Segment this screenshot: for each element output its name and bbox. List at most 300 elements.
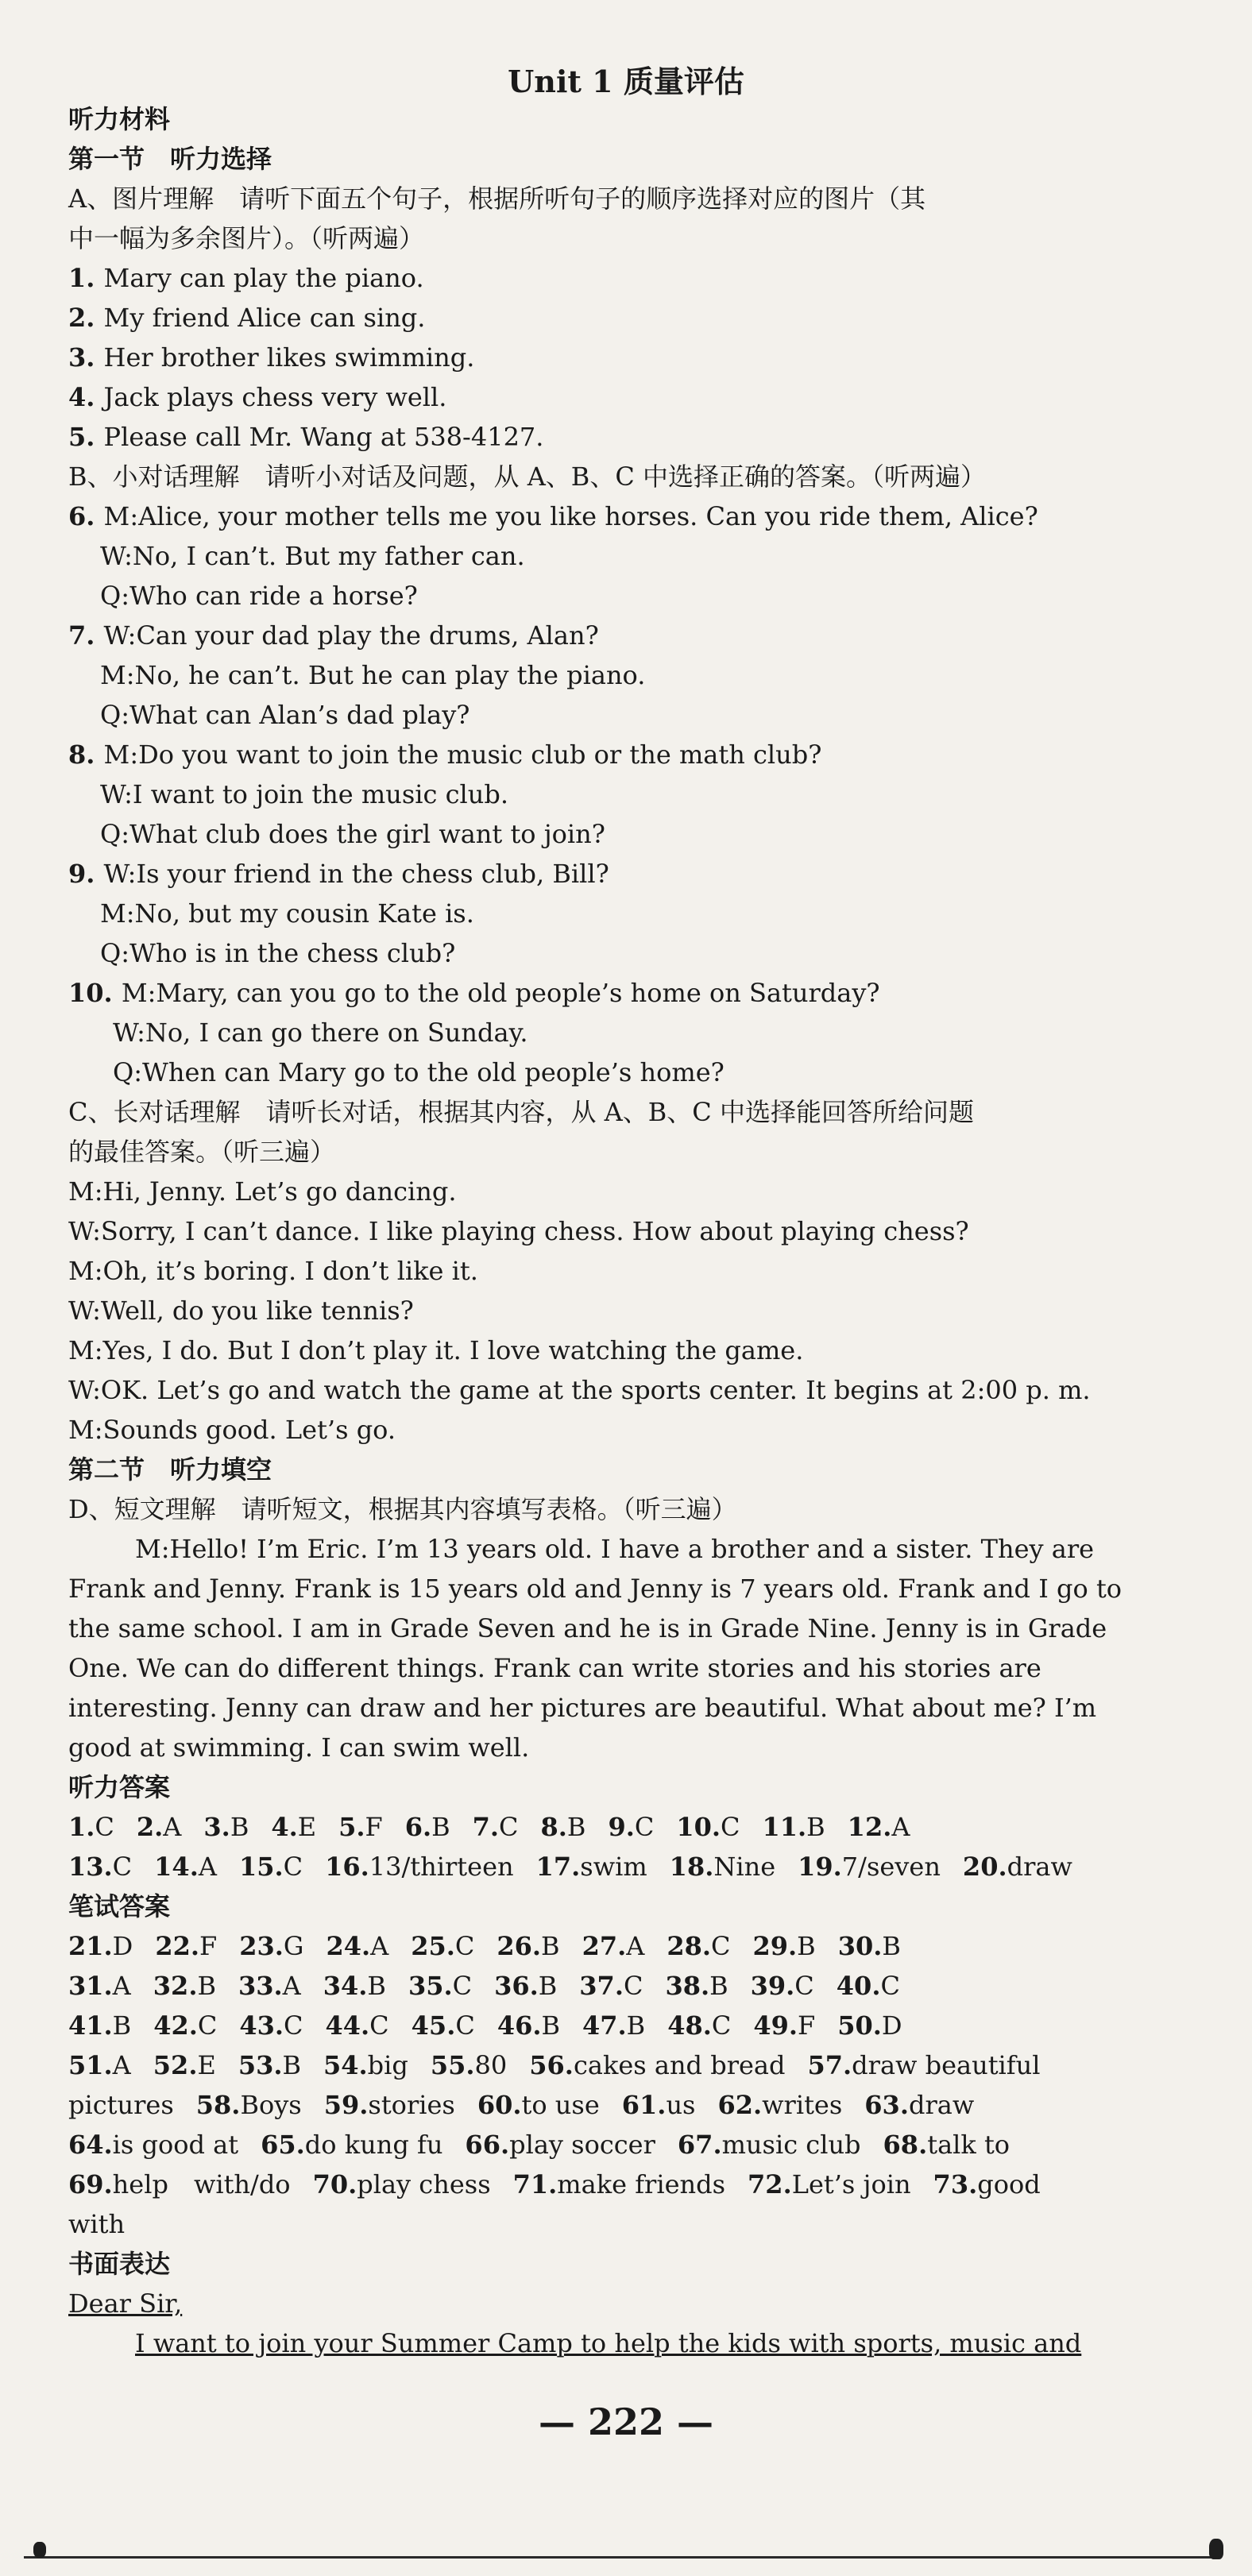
- answer-item: [798, 1852, 941, 1882]
- answer-item: [68, 2090, 174, 2120]
- item-number: 4: [68, 382, 87, 412]
- scan-mark-right: [1209, 2539, 1223, 2559]
- answer-value: music club: [721, 2130, 861, 2160]
- answer-item: [153, 1971, 216, 2001]
- listening-answers-row-2: [68, 1849, 1072, 1884]
- answer-item: [408, 1971, 472, 2001]
- answer-value: talk to: [927, 2130, 1010, 2160]
- answer-number: 71.: [512, 2169, 558, 2199]
- answer-number: 38.: [665, 1971, 710, 2001]
- answer-item: [68, 2209, 125, 2239]
- answer-value: A: [198, 1852, 217, 1882]
- answer-value: B: [230, 1812, 249, 1842]
- answer-number: 49.: [753, 2010, 798, 2041]
- answer-number: 32.: [153, 1971, 198, 2001]
- item-number: 3: [68, 342, 87, 373]
- answer-item: [848, 1812, 910, 1842]
- dialog-question: Q:What club does the girl want to join?: [100, 819, 605, 849]
- answer-number: 15.: [238, 1852, 284, 1882]
- answer-value: C: [794, 1971, 814, 2001]
- answer-number: 47.: [582, 2010, 627, 2041]
- answer-value: C: [197, 2010, 218, 2041]
- dialog-line: 10. M:Mary, can you go to the old people’s home on Saturday?: [68, 978, 880, 1008]
- dialog-question: Q:Who is in the chess club?: [100, 938, 456, 968]
- answer-number: 65.: [261, 2130, 305, 2160]
- answer-value: A: [163, 1812, 182, 1842]
- dialog-line: 6. M:Alice, your mother tells me you like horses. Can you ride them, Alice?: [68, 501, 1038, 531]
- answer-item: [68, 2010, 131, 2041]
- answer-item: [68, 2050, 131, 2080]
- answer-item: [325, 1852, 514, 1882]
- answer-number: 44.: [325, 2010, 370, 2041]
- answer-number: 63.: [864, 2090, 909, 2120]
- answer-value: A: [370, 1931, 389, 1961]
- answer-number: 66.: [465, 2130, 510, 2160]
- answer-value: is good at: [112, 2130, 239, 2160]
- answer-value: C: [369, 2010, 389, 2041]
- answer-value: C: [454, 1931, 475, 1961]
- answer-item: [622, 2090, 696, 2120]
- answer-number: 12.: [847, 1812, 892, 1842]
- answer-number: 39.: [750, 1971, 795, 2001]
- answer-value: 80: [474, 2050, 508, 2080]
- answer-value: do kung fu: [304, 2130, 443, 2160]
- passage-line: interesting. Jenny can draw and her pictures are beautiful. What about me? I’m: [68, 1693, 1097, 1723]
- answer-number: 72.: [748, 2169, 792, 2199]
- long-dialog-line: W:Sorry, I can’t dance. I like playing chess. How about playing chess?: [68, 1216, 969, 1246]
- answer-value: B: [882, 1931, 901, 1961]
- written-answers-row-8: [68, 2207, 125, 2242]
- answer-value: C: [284, 2010, 303, 2041]
- letter-line: I want to join your Summer Camp to help the kids with sports, music and: [135, 2328, 1082, 2358]
- answer-item: [748, 2169, 911, 2199]
- answer-number: 53.: [238, 2050, 283, 2080]
- answer-item: [667, 2010, 731, 2041]
- answer-number: 18.: [669, 1852, 714, 1882]
- listening-answers-row-1: [68, 1809, 910, 1844]
- answer-number: 51.: [68, 2050, 113, 2080]
- written-answers-row-2: [68, 1968, 900, 2003]
- passage-line: Frank and Jenny. Frank is 15 years old and Jenny is 7 years old. Frank and I go to: [68, 1574, 1123, 1604]
- long-dialog-line: W:Well, do you like tennis?: [68, 1296, 414, 1326]
- dialog-line: W:No, I can’t. But my father can.: [100, 541, 525, 571]
- answer-item: [582, 2010, 645, 2041]
- answer-value: C: [112, 1852, 133, 1882]
- answer-number: 14.: [154, 1852, 199, 1882]
- written-answers-row-3: [68, 2008, 902, 2043]
- answer-item: [271, 1812, 316, 1842]
- answer-item: [313, 2169, 491, 2199]
- passage-line: M:Hello! I’m Eric. I’m 13 years old. I have a brother and a sister. They are: [135, 1534, 1095, 1564]
- answer-number: 8.: [540, 1812, 567, 1842]
- answer-value: B: [112, 2010, 132, 2041]
- answer-value: draw: [908, 2090, 975, 2120]
- answer-number: 43.: [239, 2010, 284, 2041]
- answer-number: 54.: [323, 2050, 368, 2080]
- dialog-line: 7. W:Can your dad play the drums, Alan?: [68, 620, 599, 651]
- answer-value: us: [666, 2090, 696, 2120]
- answer-number: 60.: [477, 2090, 522, 2120]
- section2-heading: 第二节 听力填空: [68, 1454, 272, 1485]
- answer-value: A: [282, 1971, 301, 2001]
- answer-item: [68, 2130, 238, 2160]
- answer-value: B: [197, 1971, 216, 2001]
- answer-item: [864, 2090, 974, 2120]
- scan-edge-line: [24, 2556, 1215, 2559]
- answer-item: [762, 1812, 825, 1842]
- answer-item: [497, 2010, 560, 2041]
- scan-mark-left: [33, 2542, 46, 2558]
- answer-item: [326, 1931, 388, 1961]
- dialog-question: Q:Who can ride a horse?: [100, 581, 418, 611]
- answer-item: [465, 2130, 655, 2160]
- answer-item: [676, 1812, 740, 1842]
- answer-number: 73.: [933, 2169, 978, 2199]
- dialog-number: 10: [68, 978, 104, 1008]
- answer-number: 70.: [312, 2169, 357, 2199]
- listening-answers-heading: 听力答案: [68, 1772, 171, 1802]
- answer-number: 31.: [68, 1971, 113, 2001]
- dialog-line: 8. M:Do you want to join the music club or the math club?: [68, 740, 822, 770]
- answer-value: good: [977, 2169, 1041, 2199]
- answer-value: swim: [580, 1852, 647, 1882]
- written-answers-row-7: [68, 2167, 1041, 2202]
- dialog-line: M:No, he can’t. But he can play the piano.: [100, 660, 646, 690]
- answer-value: B: [797, 1931, 816, 1961]
- answer-value: to use: [521, 2090, 600, 2120]
- answer-value: play soccer: [509, 2130, 655, 2160]
- listening-material-heading: 听力材料: [68, 104, 171, 134]
- answer-number: 42.: [153, 2010, 198, 2041]
- answer-value: F: [199, 1931, 218, 1961]
- answer-number: 55.: [430, 2050, 475, 2080]
- answer-number: 64.: [68, 2130, 113, 2160]
- answer-item: [513, 2169, 725, 2199]
- answer-number: 68.: [883, 2130, 928, 2160]
- answer-number: 24.: [326, 1931, 371, 1961]
- written-answers-heading: 笔试答案: [68, 1891, 171, 1921]
- answer-item: [68, 1852, 132, 1882]
- answer-number: 19.: [798, 1852, 842, 1882]
- answer-value: big: [367, 2050, 408, 2080]
- answer-value: B: [367, 1971, 386, 2001]
- dialog-question: Q:When can Mary go to the old people’s home?: [113, 1057, 725, 1087]
- answer-number: 11.: [762, 1812, 807, 1842]
- page-number: — 222 —: [538, 2400, 714, 2443]
- answer-item: [261, 2130, 442, 2160]
- answer-item: [536, 1852, 647, 1882]
- partC-instruction-2: 的最佳答案。（听三遍）: [68, 1137, 336, 1167]
- answer-value: C: [721, 1812, 740, 1842]
- answer-item: [753, 1931, 816, 1961]
- answer-item: [153, 2050, 216, 2080]
- long-dialog-line: M:Hi, Jenny. Let’s go dancing.: [68, 1176, 457, 1207]
- dialog-question: Q:What can Alan’s dad play?: [100, 700, 470, 730]
- answer-value: make friends: [557, 2169, 726, 2199]
- answer-number: 41.: [68, 2010, 113, 2041]
- answer-value: B: [431, 1812, 450, 1842]
- answer-number: 17.: [535, 1852, 581, 1882]
- answer-item: [154, 1852, 217, 1882]
- passage-line: One. We can do different things. Frank can write stories and his stories are: [68, 1653, 1041, 1683]
- answer-number: 1.: [68, 1812, 95, 1842]
- answer-item: [68, 1812, 114, 1842]
- answer-value: B: [566, 1812, 586, 1842]
- answer-value: play chess: [357, 2169, 491, 2199]
- answer-item: [203, 1812, 249, 1842]
- answer-item: [608, 1812, 654, 1842]
- answer-item: [431, 2050, 507, 2080]
- long-dialog-line: W:OK. Let’s go and watch the game at the sports center. It begins at 2:00 p. m.: [68, 1375, 1091, 1405]
- answer-item: [238, 1971, 301, 2001]
- answer-number: 22.: [155, 1931, 199, 1961]
- answer-item: [529, 2050, 785, 2080]
- answer-value: Let’s join: [791, 2169, 911, 2199]
- answer-item: [807, 2050, 1040, 2080]
- answer-item: [239, 1852, 303, 1882]
- answer-number: 58.: [195, 2090, 241, 2120]
- answer-value: with: [68, 2209, 126, 2239]
- answer-number: 67.: [677, 2130, 722, 2160]
- writing-heading: 书面表达: [68, 2249, 171, 2279]
- answer-value: pictures: [68, 2090, 174, 2120]
- answer-item: [665, 1971, 728, 2001]
- answer-value: A: [112, 1971, 131, 2001]
- answer-item: [323, 2050, 408, 2080]
- dialog-line: M:No, but my cousin Kate is.: [100, 898, 474, 929]
- answer-value: E: [197, 2050, 216, 2080]
- answer-item: [153, 2010, 217, 2041]
- answer-item: [473, 1812, 519, 1842]
- answer-value: draw beautiful: [852, 2050, 1041, 2080]
- answer-item: [494, 1971, 557, 2001]
- answer-item: [326, 2010, 389, 2041]
- answer-item: [137, 1812, 182, 1842]
- answer-item: [883, 2130, 1010, 2160]
- dialog-number: 9: [68, 859, 87, 889]
- answer-value: B: [541, 2010, 560, 2041]
- answer-value: C: [452, 1971, 473, 2001]
- answer-item: [678, 2130, 861, 2160]
- answer-item: [324, 2090, 455, 2120]
- partA-item: 4. Jack plays chess very well.: [68, 382, 447, 412]
- partA-item: 5. Please call Mr. Wang at 538-4127.: [68, 422, 544, 452]
- answer-value: C: [634, 1812, 655, 1842]
- answer-item: [963, 1852, 1072, 1882]
- answer-item: [155, 1931, 217, 1961]
- item-text: My friend Alice can sing.: [103, 303, 426, 333]
- answer-number: 50.: [837, 2010, 882, 2041]
- answer-number: 40.: [836, 1971, 881, 2001]
- answer-value: A: [112, 2050, 131, 2080]
- answer-value: Boys: [240, 2090, 302, 2120]
- answer-number: 28.: [667, 1931, 712, 1961]
- answer-number: 30.: [837, 1931, 883, 1961]
- answer-value: F: [365, 1812, 383, 1842]
- answer-number: 5.: [338, 1812, 365, 1842]
- answer-item: [196, 2090, 302, 2120]
- answer-item: [541, 1812, 586, 1842]
- answer-number: 26.: [497, 1931, 542, 1961]
- answer-number: 10.: [676, 1812, 721, 1842]
- answer-number: 46.: [497, 2010, 542, 2041]
- answer-item: [68, 2169, 291, 2199]
- answer-number: 33.: [238, 1971, 283, 2001]
- answer-item: [477, 2090, 600, 2120]
- partA-item: 1. Mary can play the piano.: [68, 263, 424, 293]
- answer-value: C: [711, 1931, 731, 1961]
- partA-item: 2. My friend Alice can sing.: [68, 303, 426, 333]
- long-dialog-line: M:Sounds good. Let’s go.: [68, 1415, 396, 1445]
- partC-instruction-1: C、长对话理解 请听长对话，根据其内容，从 A、B、C 中选择能回答所给问题: [68, 1097, 974, 1127]
- answer-value: help with/do: [112, 2169, 291, 2199]
- answer-number: 25.: [411, 1931, 455, 1961]
- answer-number: 20.: [962, 1852, 1007, 1882]
- answer-item: [411, 1931, 474, 1961]
- answer-value: B: [709, 1971, 728, 2001]
- dialog-line: 9. W:Is your friend in the chess club, Bill?: [68, 859, 609, 889]
- item-text: Mary can play the piano.: [103, 263, 424, 293]
- answer-number: 21.: [68, 1931, 113, 1961]
- answer-value: B: [282, 2050, 301, 2080]
- answer-number: 69.: [68, 2169, 113, 2199]
- item-number: 2: [68, 303, 87, 333]
- item-number: 1: [68, 263, 87, 293]
- answer-value: 7/seven: [841, 1852, 941, 1882]
- answer-value: C: [95, 1812, 114, 1842]
- answer-value: B: [541, 1931, 560, 1961]
- answer-value: C: [623, 1971, 643, 2001]
- answer-number: 2.: [136, 1812, 164, 1842]
- answer-number: 16.: [325, 1852, 369, 1882]
- long-dialog-line: M:Oh, it’s boring. I don’t like it.: [68, 1256, 478, 1286]
- answer-item: [68, 1971, 131, 2001]
- answer-number: 45.: [411, 2010, 456, 2041]
- letter-salutation: Dear Sir,: [68, 2288, 183, 2319]
- answer-item: [582, 1931, 645, 1961]
- answer-value: D: [112, 1931, 133, 1961]
- answer-number: 27.: [582, 1931, 627, 1961]
- answer-number: 61.: [621, 2090, 667, 2120]
- answer-value: C: [455, 2010, 475, 2041]
- dialog-number: 7: [68, 620, 87, 651]
- answer-number: 13.: [68, 1852, 113, 1882]
- answer-number: 3.: [203, 1812, 230, 1842]
- answer-item: [670, 1852, 775, 1882]
- answer-item: [323, 1971, 386, 2001]
- answer-value: C: [880, 1971, 900, 2001]
- item-number: 5: [68, 422, 87, 452]
- partB-instruction: B、小对话理解 请听小对话及问题，从 A、B、C 中选择正确的答案。（听两遍）: [68, 462, 986, 492]
- answer-value: C: [711, 2010, 732, 2041]
- answer-value: B: [626, 2010, 646, 2041]
- answer-item: [753, 2010, 815, 2041]
- long-dialog-line: M:Yes, I do. But I don’t play it. I love watching the game.: [68, 1335, 804, 1365]
- page-title: Unit 1 质量评估: [508, 64, 744, 99]
- answer-value: A: [891, 1812, 910, 1842]
- answer-value: C: [283, 1852, 303, 1882]
- item-text: Her brother likes swimming.: [103, 342, 475, 373]
- answer-value: writes: [762, 2090, 843, 2120]
- answer-item: [412, 2010, 475, 2041]
- answer-item: [238, 2050, 301, 2080]
- answer-number: 52.: [153, 2050, 198, 2080]
- answer-number: 23.: [239, 1931, 284, 1961]
- answer-value: C: [499, 1812, 519, 1842]
- answer-item: [579, 1971, 643, 2001]
- answer-item: [497, 1931, 559, 1961]
- answer-item: [68, 1931, 133, 1961]
- answer-item: [405, 1812, 450, 1842]
- written-answers-row-1: [68, 1929, 901, 1964]
- answer-number: 34.: [323, 1971, 368, 2001]
- answer-item: [837, 1971, 900, 2001]
- partA-instruction-2: 中一幅为多余图片）。（听两遍）: [68, 223, 425, 253]
- section1-heading: 第一节 听力选择: [68, 144, 272, 174]
- answer-item: [239, 1931, 303, 1961]
- dialog-line: W:No, I can go there on Sunday.: [113, 1018, 528, 1048]
- answer-item: [837, 2010, 902, 2041]
- answer-item: [933, 2169, 1041, 2199]
- answer-value: G: [283, 1931, 304, 1961]
- answer-number: 62.: [717, 2090, 763, 2120]
- dialog-number: 8: [68, 740, 87, 770]
- written-answers-row-6: [68, 2127, 1010, 2162]
- answer-number: 48.: [667, 2010, 712, 2041]
- partD-instruction: D、短文理解 请听短文，根据其内容填写表格。（听三遍）: [68, 1494, 737, 1524]
- passage-line: the same school. I am in Grade Seven and he is in Grade Nine. Jenny is in Grade: [68, 1613, 1107, 1643]
- answer-item: [667, 1931, 730, 1961]
- answer-value: stories: [368, 2090, 455, 2120]
- partA-instruction-1: A、图片理解 请听下面五个句子，根据所听句子的顺序选择对应的图片（其: [68, 183, 926, 214]
- answer-number: 37.: [579, 1971, 624, 2001]
- passage-line: good at swimming. I can swim well.: [68, 1732, 530, 1763]
- answer-item: [338, 1812, 383, 1842]
- answer-value: B: [806, 1812, 825, 1842]
- item-text: Jack plays chess very well.: [103, 382, 447, 412]
- item-text: Please call Mr. Wang at 538-4127.: [103, 422, 544, 452]
- answer-number: 57.: [807, 2050, 852, 2080]
- answer-item: [717, 2090, 842, 2120]
- written-answers-row-4: [68, 2048, 1040, 2083]
- answer-number: 7.: [472, 1812, 500, 1842]
- answer-number: 56.: [529, 2050, 574, 2080]
- answer-value: cakes and bread: [573, 2050, 786, 2080]
- answer-value: draw: [1007, 1852, 1072, 1882]
- answer-number: 6.: [404, 1812, 432, 1842]
- answer-value: F: [798, 2010, 816, 2041]
- answer-number: 29.: [752, 1931, 798, 1961]
- dialog-line: W:I want to join the music club.: [100, 779, 509, 809]
- answer-value: B: [538, 1971, 558, 2001]
- answer-value: A: [626, 1931, 645, 1961]
- answer-number: 59.: [323, 2090, 369, 2120]
- answer-value: Nine: [713, 1852, 776, 1882]
- answer-value: 13/thirteen: [369, 1852, 514, 1882]
- answer-value: E: [297, 1812, 317, 1842]
- answer-number: 35.: [408, 1971, 453, 2001]
- answer-item: [751, 1971, 814, 2001]
- answer-number: 9.: [608, 1812, 635, 1842]
- dialog-number: 6: [68, 501, 87, 531]
- written-answers-row-5: [68, 2087, 974, 2122]
- answer-item: [239, 2010, 303, 2041]
- answer-value: D: [881, 2010, 902, 2041]
- answer-number: 36.: [494, 1971, 539, 2001]
- answer-item: [838, 1931, 901, 1961]
- partA-item: 3. Her brother likes swimming.: [68, 342, 475, 373]
- answer-number: 4.: [271, 1812, 298, 1842]
